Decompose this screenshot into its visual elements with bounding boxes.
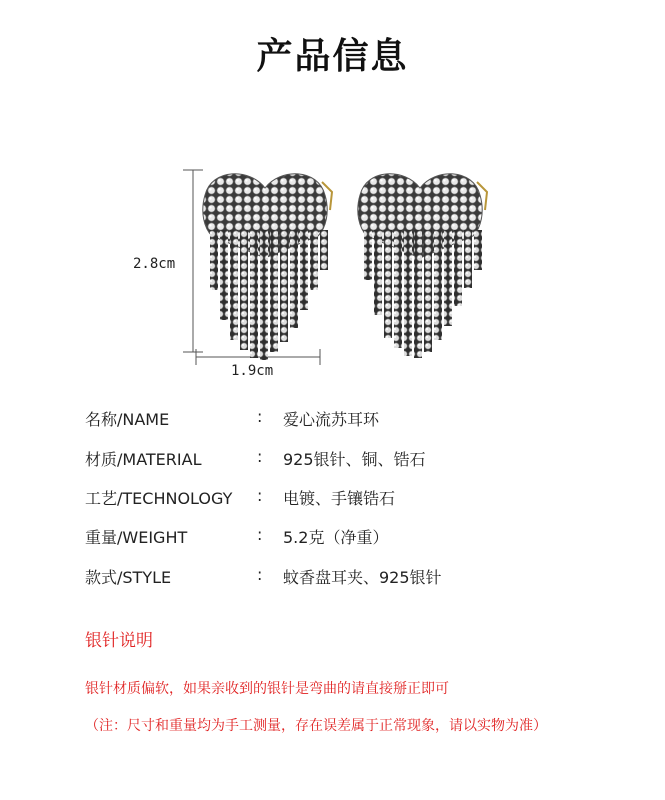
spec-colon: : [257,525,263,544]
spec-row-weight [85,525,645,551]
spec-colon: : [257,565,263,584]
spec-value: 蚊香盘耳夹、925银针 [283,568,442,587]
note-heading: 银针说明 [85,631,153,651]
spec-label: 款式/STYLE [85,568,172,587]
note-line-measurement: （注：尺寸和重量均为手工测量，存在误差属于正常现象，请以实物为准） [85,718,547,734]
spec-value: 电镀、手镶锆石 [283,489,396,508]
height-dimension [183,170,203,352]
page-title: 产品信息 [256,36,409,77]
product-figure [0,150,665,390]
earring-right [358,174,487,358]
spec-colon: : [257,447,263,466]
note-line-pin: 银针材质偏软，如果亲收到的银针是弯曲的请直接掰正即可 [85,681,449,697]
spec-value: 925银针、铜、锆石 [283,450,426,469]
width-label: 1.9cm [231,363,274,379]
spec-label: 工艺/TECHNOLOGY [85,489,233,508]
spec-row-style [85,565,645,591]
spec-row-name [85,407,645,433]
spec-colon: : [257,407,263,426]
spec-label: 重量/WEIGHT [85,528,188,547]
spec-label: 名称/NAME [85,410,170,429]
earring-left [203,174,332,360]
earring-illustration [0,150,665,390]
spec-colon: : [257,486,263,505]
spec-row-technology [85,486,645,512]
spec-value: 爱心流苏耳环 [283,410,380,429]
spec-label: 材质/MATERIAL [85,450,202,469]
spec-value: 5.2克（净重） [283,528,389,547]
spec-row-material [85,447,645,473]
height-label: 2.8cm [133,256,176,272]
